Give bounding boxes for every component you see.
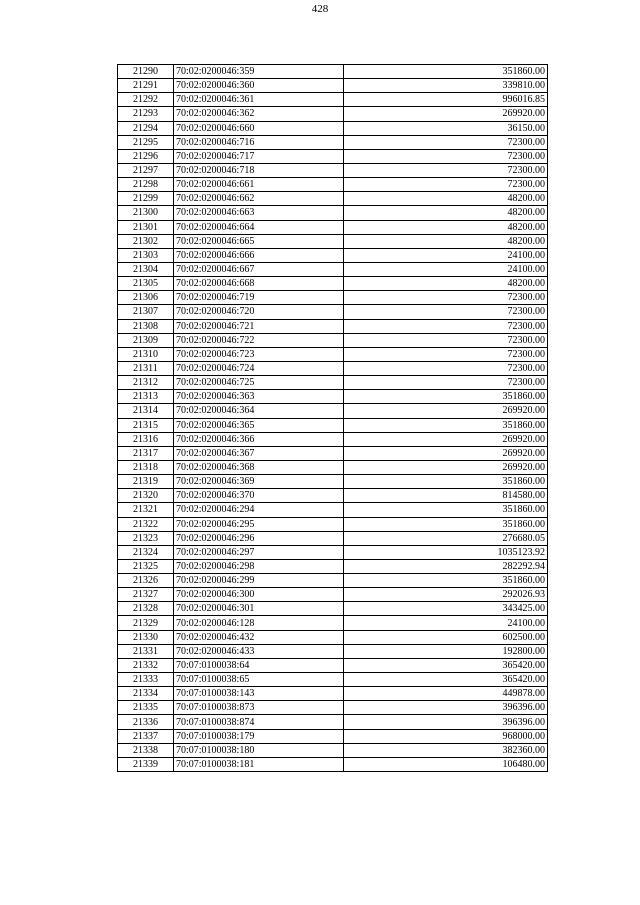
- cadastral-value: 48200.00: [344, 234, 548, 248]
- row-number: 21330: [118, 630, 174, 644]
- cadastral-number: 70:02:0200046:433: [174, 644, 344, 658]
- table-row: [118, 376, 548, 390]
- table-row: [118, 248, 548, 262]
- table-row: [118, 135, 548, 149]
- cadastral-number: 70:07:0100038:180: [174, 743, 344, 757]
- table-row: [118, 178, 548, 192]
- table-row: [118, 602, 548, 616]
- cadastral-value: 72300.00: [344, 163, 548, 177]
- cadastral-value: 602500.00: [344, 630, 548, 644]
- table-row: [118, 588, 548, 602]
- row-number: 21294: [118, 121, 174, 135]
- table-row: [118, 390, 548, 404]
- cadastral-number: 70:02:0200046:662: [174, 192, 344, 206]
- cadastral-number: 70:07:0100038:143: [174, 687, 344, 701]
- table-row: [118, 291, 548, 305]
- cadastral-value: 72300.00: [344, 347, 548, 361]
- row-number: 21334: [118, 687, 174, 701]
- table-row: [118, 701, 548, 715]
- table-row: [118, 489, 548, 503]
- table-row: [118, 347, 548, 361]
- cadastral-number: 70:02:0200046:717: [174, 149, 344, 163]
- cadastral-value: 396396.00: [344, 715, 548, 729]
- cadastral-number: 70:02:0200046:369: [174, 475, 344, 489]
- row-number: 21298: [118, 178, 174, 192]
- cadastral-value: 343425.00: [344, 602, 548, 616]
- cadastral-number: 70:02:0200046:370: [174, 489, 344, 503]
- row-number: 21300: [118, 206, 174, 220]
- table-row: [118, 644, 548, 658]
- cadastral-number: 70:07:0100038:64: [174, 658, 344, 672]
- cadastral-value: 449878.00: [344, 687, 548, 701]
- cadastral-value: 36150.00: [344, 121, 548, 135]
- cadastral-value: 365420.00: [344, 658, 548, 672]
- row-number: 21301: [118, 220, 174, 234]
- table-row: [118, 630, 548, 644]
- table-row: [118, 658, 548, 672]
- cadastral-number: 70:02:0200046:300: [174, 588, 344, 602]
- cadastral-value: 269920.00: [344, 107, 548, 121]
- table-row: [118, 531, 548, 545]
- cadastral-number: 70:02:0200046:665: [174, 234, 344, 248]
- cadastral-number: 70:07:0100038:874: [174, 715, 344, 729]
- row-number: 21303: [118, 248, 174, 262]
- cadastral-value: 72300.00: [344, 135, 548, 149]
- row-number: 21332: [118, 658, 174, 672]
- cadastral-value: 72300.00: [344, 178, 548, 192]
- cadastral-number: 70:02:0200046:301: [174, 602, 344, 616]
- cadastral-value: 276680.05: [344, 531, 548, 545]
- cadastral-value: 24100.00: [344, 248, 548, 262]
- table-row: [118, 743, 548, 757]
- cadastral-number: 70:02:0200046:718: [174, 163, 344, 177]
- table-row: [118, 757, 548, 771]
- cadastral-number: 70:02:0200046:663: [174, 206, 344, 220]
- cadastral-number: 70:02:0200046:361: [174, 93, 344, 107]
- cadastral-number: 70:02:0200046:667: [174, 262, 344, 276]
- table-row: [118, 361, 548, 375]
- row-number: 21308: [118, 319, 174, 333]
- row-number: 21338: [118, 743, 174, 757]
- table-row: [118, 262, 548, 276]
- row-number: 21321: [118, 503, 174, 517]
- table-row: [118, 517, 548, 531]
- cadastral-number: 70:02:0200046:721: [174, 319, 344, 333]
- table-row: [118, 79, 548, 93]
- row-number: 21311: [118, 361, 174, 375]
- cadastral-value: 72300.00: [344, 361, 548, 375]
- table-row: [118, 574, 548, 588]
- row-number: 21312: [118, 376, 174, 390]
- cadastral-number: 70:02:0200046:668: [174, 277, 344, 291]
- cadastral-value: 24100.00: [344, 616, 548, 630]
- cadastral-value: 1035123.92: [344, 545, 548, 559]
- table-row: [118, 93, 548, 107]
- cadastral-value: 968000.00: [344, 729, 548, 743]
- table-row: [118, 446, 548, 460]
- row-number: 21302: [118, 234, 174, 248]
- table-row: [118, 404, 548, 418]
- cadastral-value: 72300.00: [344, 291, 548, 305]
- row-number: 21333: [118, 673, 174, 687]
- row-number: 21323: [118, 531, 174, 545]
- table-row: [118, 277, 548, 291]
- cadastral-value: 48200.00: [344, 277, 548, 291]
- cadastral-number: 70:07:0100038:179: [174, 729, 344, 743]
- cadastral-number: 70:02:0200046:723: [174, 347, 344, 361]
- row-number: 21322: [118, 517, 174, 531]
- row-number: 21339: [118, 757, 174, 771]
- table-row: [118, 729, 548, 743]
- cadastral-number: 70:02:0200046:432: [174, 630, 344, 644]
- table-row: [118, 192, 548, 206]
- row-number: 21314: [118, 404, 174, 418]
- table-row: [118, 234, 548, 248]
- cadastral-number: 70:02:0200046:366: [174, 432, 344, 446]
- cadastral-number: 70:02:0200046:360: [174, 79, 344, 93]
- table-row: [118, 559, 548, 573]
- cadastral-value: 396396.00: [344, 701, 548, 715]
- table-row: [118, 206, 548, 220]
- cadastral-number: 70:02:0200046:664: [174, 220, 344, 234]
- cadastral-number: 70:02:0200046:364: [174, 404, 344, 418]
- cadastral-number: 70:02:0200046:299: [174, 574, 344, 588]
- row-number: 21313: [118, 390, 174, 404]
- row-number: 21290: [118, 65, 174, 79]
- table-row: [118, 319, 548, 333]
- row-number: 21296: [118, 149, 174, 163]
- cadastral-number: 70:07:0100038:181: [174, 757, 344, 771]
- cadastral-number: 70:02:0200046:660: [174, 121, 344, 135]
- cadastral-value: 72300.00: [344, 149, 548, 163]
- cadastral-number: 70:07:0100038:873: [174, 701, 344, 715]
- cadastral-value: 192800.00: [344, 644, 548, 658]
- cadastral-value: 48200.00: [344, 206, 548, 220]
- row-number: 21337: [118, 729, 174, 743]
- cadastral-number: 70:02:0200046:298: [174, 559, 344, 573]
- row-number: 21295: [118, 135, 174, 149]
- cadastral-value: 292026.93: [344, 588, 548, 602]
- row-number: 21318: [118, 460, 174, 474]
- cadastral-value: 106480.00: [344, 757, 548, 771]
- cadastral-value: 351860.00: [344, 418, 548, 432]
- cadastral-value: 351860.00: [344, 574, 548, 588]
- row-number: 21326: [118, 574, 174, 588]
- row-number: 21336: [118, 715, 174, 729]
- cadastral-number: 70:02:0200046:296: [174, 531, 344, 545]
- row-number: 21331: [118, 644, 174, 658]
- row-number: 21324: [118, 545, 174, 559]
- cadastral-value: 24100.00: [344, 262, 548, 276]
- cadastral-number: 70:02:0200046:294: [174, 503, 344, 517]
- cadastral-value: 72300.00: [344, 305, 548, 319]
- row-number: 21315: [118, 418, 174, 432]
- cadastral-number: 70:02:0200046:363: [174, 390, 344, 404]
- cadastral-number: 70:02:0200046:716: [174, 135, 344, 149]
- table-row: [118, 687, 548, 701]
- cadastral-number: 70:02:0200046:367: [174, 446, 344, 460]
- cadastral-value: 351860.00: [344, 390, 548, 404]
- row-number: 21310: [118, 347, 174, 361]
- row-number: 21299: [118, 192, 174, 206]
- cadastral-value: 351860.00: [344, 65, 548, 79]
- cadastral-value: 351860.00: [344, 517, 548, 531]
- row-number: 21319: [118, 475, 174, 489]
- cadastral-value: 72300.00: [344, 376, 548, 390]
- cadastral-value: 339810.00: [344, 79, 548, 93]
- cadastral-value: 365420.00: [344, 673, 548, 687]
- row-number: 21335: [118, 701, 174, 715]
- cadastral-value: 996016.85: [344, 93, 548, 107]
- row-number: 21297: [118, 163, 174, 177]
- cadastral-number: 70:02:0200046:295: [174, 517, 344, 531]
- cadastral-value: 269920.00: [344, 404, 548, 418]
- table-row: [118, 715, 548, 729]
- cadastral-value: 48200.00: [344, 192, 548, 206]
- cadastral-value: 382360.00: [344, 743, 548, 757]
- table-row: [118, 220, 548, 234]
- table-row: [118, 149, 548, 163]
- table-row: [118, 121, 548, 135]
- cadastral-number: 70:07:0100038:65: [174, 673, 344, 687]
- table-row: [118, 503, 548, 517]
- cadastral-number: 70:02:0200046:725: [174, 376, 344, 390]
- cadastral-number: 70:02:0200046:724: [174, 361, 344, 375]
- table-row: [118, 418, 548, 432]
- row-number: 21317: [118, 446, 174, 460]
- table-row: [118, 107, 548, 121]
- cadastral-number: 70:02:0200046:365: [174, 418, 344, 432]
- table-row: [118, 616, 548, 630]
- row-number: 21292: [118, 93, 174, 107]
- row-number: 21304: [118, 262, 174, 276]
- cadastral-value: 48200.00: [344, 220, 548, 234]
- row-number: 21328: [118, 602, 174, 616]
- table-row: [118, 475, 548, 489]
- row-number: 21316: [118, 432, 174, 446]
- row-number: 21306: [118, 291, 174, 305]
- cadastral-value: 72300.00: [344, 333, 548, 347]
- cadastral-number: 70:02:0200046:362: [174, 107, 344, 121]
- row-number: 21309: [118, 333, 174, 347]
- row-number: 21327: [118, 588, 174, 602]
- cadastral-value: 72300.00: [344, 319, 548, 333]
- row-number: 21307: [118, 305, 174, 319]
- table-row: [118, 305, 548, 319]
- table-row: [118, 65, 548, 79]
- table-row: [118, 460, 548, 474]
- cadastral-number: 70:02:0200046:720: [174, 305, 344, 319]
- row-number: 21291: [118, 79, 174, 93]
- cadastral-value: 282292.94: [344, 559, 548, 573]
- table-row: [118, 333, 548, 347]
- row-number: 21320: [118, 489, 174, 503]
- cadastral-number: 70:02:0200046:722: [174, 333, 344, 347]
- cadastral-value: 269920.00: [344, 432, 548, 446]
- table-row: [118, 163, 548, 177]
- table-row: [118, 545, 548, 559]
- cadastral-number: 70:02:0200046:359: [174, 65, 344, 79]
- table-row: [118, 673, 548, 687]
- cadastral-number: 70:02:0200046:661: [174, 178, 344, 192]
- cadastral-number: 70:02:0200046:666: [174, 248, 344, 262]
- table-row: [118, 432, 548, 446]
- cadastral-value: 269920.00: [344, 446, 548, 460]
- page-number: 428: [311, 3, 329, 15]
- cadastral-value: 351860.00: [344, 475, 548, 489]
- cadastral-number: 70:02:0200046:368: [174, 460, 344, 474]
- row-number: 21293: [118, 107, 174, 121]
- row-number: 21325: [118, 559, 174, 573]
- cadastral-value-table: [117, 64, 548, 772]
- cadastral-value: 269920.00: [344, 460, 548, 474]
- row-number: 21329: [118, 616, 174, 630]
- cadastral-number: 70:02:0200046:719: [174, 291, 344, 305]
- cadastral-number: 70:02:0200046:297: [174, 545, 344, 559]
- table-body: [118, 65, 548, 772]
- cadastral-value: 351860.00: [344, 503, 548, 517]
- cadastral-number: 70:02:0200046:128: [174, 616, 344, 630]
- row-number: 21305: [118, 277, 174, 291]
- cadastral-value: 814580.00: [344, 489, 548, 503]
